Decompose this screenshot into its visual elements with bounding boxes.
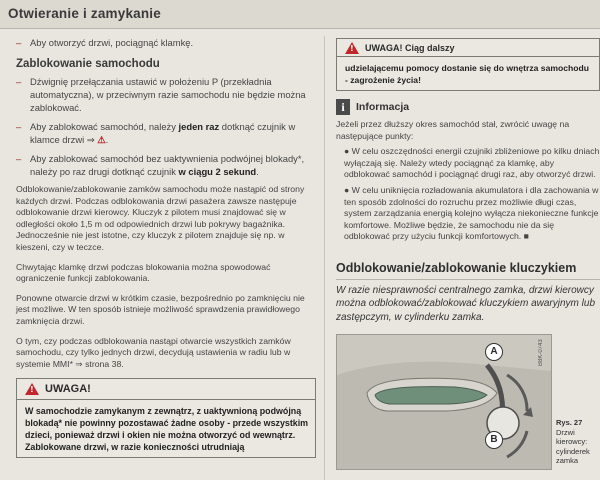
section-heading: Zablokowanie samochodu — [16, 58, 160, 70]
warning-text: udzielającemu pomocy dostanie się do wnętrza samochodu - zagrożenie życia! — [345, 63, 590, 85]
body-paragraph: Ponowne otwarcie drzwi w krótkim czasie, bezpośrednio po zamknięciu nie jest możliwe. W ten sposób istnieje możliwość sprawdzenia prawidłowego zamknięcia drzwi. — [16, 292, 305, 326]
section-intro: W razie niesprawności centralnego zamka, drzwi kierowcy można odblokować/zablokować kluczykiem awaryjnym lub zastępczym, w cylinderku zamka. — [336, 284, 595, 323]
warning-triangle-icon: ⚠ — [97, 134, 106, 145]
left-column — [16, 36, 316, 458]
info-header — [336, 99, 600, 115]
figure-caption — [556, 418, 600, 466]
body-paragraph: Odblokowanie/zablokowanie zamków samochodu może nastąpić od strony każdych drzwi. Podczas odblokowania drzwi pasażera zawsze następuje odblokowanie drzwi kierowcy. Kluczyk z pilotem musi znajdować się w odległości około 1,5 m od odpowiednich drzwi lub pokrywy bagażnika. Jednocześnie nie jest istotne, czy kluczyk z pilotem znajduje się np. w kieszeni, czy w teczce. — [16, 184, 305, 252]
body-paragraph: O tym, czy podczas odblokowania nastąpi otwarcie wszystkich zamków samochodu, czy tylko jednych drzwi, decydują ustawienia w radiu lub w systemie MMI* ⇒ strona 38. — [16, 335, 291, 369]
list-item: – Aby zablokować samochód, należy jeden raz dotknąć czujnik w klamce drzwi ⇒ ⚠. — [16, 120, 316, 146]
warning-triangle-icon: ! — [345, 42, 359, 54]
list-item-text: dotknąć czujnik w klamce drzwi ⇒ — [30, 121, 296, 145]
info-bullet-text: W celu uniknięcia rozładowania akumulatora i dla zachowania w ten sposób zdolności do rozruchu przez możliwie długi czas, system zarządzania energią kolejno wyłącza niekonieczne funkcje komfortowe. Możliwe będzie, że samochodu nie da się odblokować przy użyciu funkcji komfortowych. ■ — [344, 184, 599, 242]
info-bullet: ● W celu oszczędności energii czujniki zbliżeniowe po kilku dniach wyłączają się. Należy wtedy pociągnąć za klamkę, aby odblokować samochód i pociągnąć drugi raz, aby otworzyć drzwi. — [344, 146, 600, 180]
info-icon: i — [336, 99, 350, 115]
column-divider — [324, 36, 325, 480]
door-handle-illustration — [337, 335, 551, 469]
warning-text: W samochodzie zamykanym z zewnątrz, z uaktywnioną podwójną blokadą* nie powinny pozostawać żadne osoby - przede wszystkim dzieci, ponieważ drzwi i okien nie można otworzyć od wewnątrz. Zablokowane drzwi, w razie konieczności utrudniają — [25, 406, 309, 453]
warning-continued-box — [336, 38, 600, 91]
list-item — [16, 75, 316, 114]
emphasis-text: w ciągu 2 sekund — [178, 166, 257, 177]
door-lock-figure — [336, 334, 552, 470]
warning-label: UWAGA! Ciąg dalszy — [365, 42, 455, 53]
emphasis-text: jeden raz — [178, 121, 220, 132]
body-paragraph: Chwytając klamkę drzwi podczas blokowania można spowodować ograniczenie funkcji zablokowania. — [16, 261, 271, 284]
marker-a: A — [485, 343, 503, 361]
warning-box-header — [337, 39, 599, 57]
figure-caption-text: Drzwi kierowcy: cylinderek zamka — [556, 427, 590, 465]
info-bullet-text: W celu oszczędności energii czujniki zbliżeniowe po kilku dniach wyłączają się. Należy wtedy pociągnąć za klamkę, aby odblokować samochód i pociągnąć drugi raz, aby otworzyć drzwi. — [344, 146, 600, 180]
warning-box-header — [17, 379, 315, 400]
figure-id: B8K-0743 — [538, 339, 544, 366]
info-title: Informacja — [356, 101, 410, 113]
page-header — [0, 0, 600, 29]
marker-b: B — [485, 431, 503, 449]
list-item-text: Aby otworzyć drzwi, pociągnąć klamkę. — [30, 37, 194, 48]
list-item — [16, 152, 316, 178]
section-heading: Odblokowanie/zablokowanie kluczykiem — [336, 261, 600, 280]
warning-triangle-icon: ! — [25, 383, 39, 395]
info-bullet: ● W celu uniknięcia rozładowania akumulatora i dla zachowania w ten sposób zdolności do rozruchu przez możliwie długi czas, system zarządzania energią kolejno wyłącza niekonieczne funkcje komfortowe. Możliwe będzie, że samochodu nie da się odblokować przy użyciu funkcji komfortowych. ■ — [344, 184, 599, 242]
list-item-text: Aby zablokować samochód bez uaktywnienia podwójnej blokady*, należy po raz drugi dotknąć czujnik — [30, 153, 305, 177]
list-item-text: Dźwignię przełączania ustawić w położeniu P (przekładnia automatyczna), w przeciwnym razie samochodu nie będzie można zablokować. — [30, 76, 306, 113]
page-title: Otwieranie i zamykanie — [8, 6, 161, 21]
list-item — [16, 36, 316, 49]
warning-label: UWAGA! — [45, 383, 91, 396]
right-column — [336, 38, 600, 330]
list-item-text: . — [256, 166, 259, 177]
figure-number: Rys. 27 — [556, 418, 583, 427]
warning-box — [16, 378, 316, 458]
list-item-text: Aby zablokować samochód, należy — [30, 121, 179, 132]
info-intro: Jeżeli przez dłuższy okres samochód stał, zwrócić uwagę na następujące punkty: — [336, 119, 570, 141]
